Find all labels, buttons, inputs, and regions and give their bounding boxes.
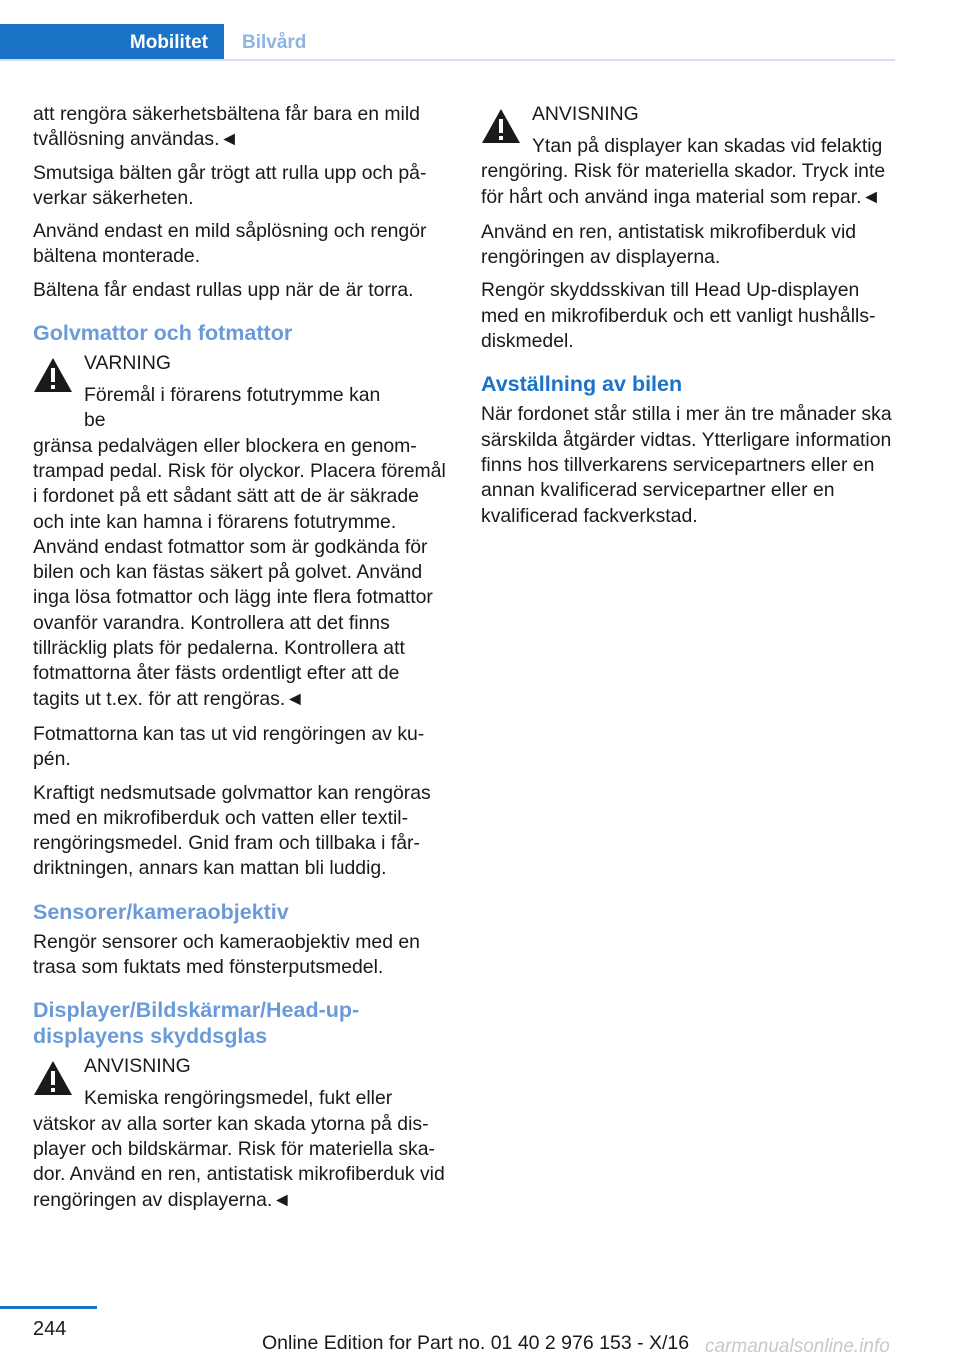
section-heading-avstallning: Avställning av bilen [481,372,683,397]
tab-bilvard[interactable]: Bilvård [242,31,307,53]
paragraph: Smutsiga bälten går trögt att rulla upp och påverkar säkerheten. [33,161,427,209]
paragraph: att rengöra säkerhetsbältena får bara en mild tvållösning användas.◄ [33,103,420,151]
paragraph: När fordonet står stilla i mer än tre månader ska särskilda åtgärder vidtas. Ytterligare information finns hos tillverkarens servicepartners eller en annan kvalificerad servicepartner eller en kvalificerad fackverkstad. [481,403,892,527]
paragraph: Kraftigt nedsmutsade golvmattor kan rengöras med en mikrofiberduk och vatten eller textilrengöringsmedel. Gnid fram och tillbaka i fårdriktningen, annars kan mattan bli luddig. [33,781,431,880]
header-bar [0,0,960,62]
notice-title: ANVISNING [532,103,639,125]
section-heading-displayer: Displayer/Bildskärmar/Head-up-displayens skyddsglas [33,998,360,1049]
watermark-text: carmanualsonline.info [705,1336,890,1357]
footer-accent-line [0,1306,97,1309]
section-heading-sensorer: Sensorer/kameraobjektiv [33,899,289,924]
notice-text-first: Ytan på displayer kan skadas vid felaktig [532,135,883,157]
header-divider [0,59,895,61]
page-number: 244 [33,1318,67,1340]
warning-triangle-icon [481,108,521,144]
warning-box [33,351,447,712]
tab-mobilitet[interactable]: Mobilitet [0,24,224,61]
warning-triangle-icon [33,1060,73,1096]
paragraph: Bältena får endast rullas upp när de är torra. [33,278,414,301]
section-heading-golvmattor: Golvmattor och fotmattor [33,321,293,346]
notice-title: ANVISNING [84,1055,191,1078]
right-column [481,102,895,537]
paragraph: Fotmattorna kan tas ut vid rengöringen av kupén. [33,722,425,771]
warning-triangle-icon [33,357,73,393]
notice-text: rengöring. Risk för materiella skador. Tryck inte för hårt och använd inga material som repar.◄ [481,160,886,208]
paragraph: Använd en ren, antistatisk mikrofiberduk vid rengöringen av displayerna. [481,220,857,269]
notice-box [481,102,895,210]
notice-box [33,1054,447,1212]
left-column [33,102,447,1223]
warning-text: gränsa pedalvägen eller blockera en genomtrampad pedal. Risk för olyckor. Placera föremål i fordonet på ett sådant sätt att de är säkrade och inte kan hamna i förarens fotutrymme. Använd endast fotmattor som är godkända för bilen och kan fästas säkert på golvet. Använd inga lösa fotmattor och lägg inte flera fotmattor ovanför varandra. Kontrollera att det finns tillräcklig plats för pedalerna. Kontrollera att fotmattorna åter fästs ordentligt efter att de tagits ut t.ex. för att rengöras.◄ [33,434,446,710]
paragraph: Rengör sensorer och kameraobjektiv med en trasa som fuktats med fönsterputsmedel. [33,930,420,979]
paragraph: Använd endast en mild såplösning och rengör bältena monterade. [33,220,427,268]
warning-text-first: Föremål i förarens fotutrymme kan be [84,384,381,432]
paragraph: Rengör skyddsskivan till Head Up-displayen med en mikrofiberduk och ett vanligt hushållsdiskmedel. [481,279,876,353]
warning-title: VARNING [84,352,171,375]
notice-text: vätskor av alla sorter kan skada ytorna på displayer och bildskärmar. Risk för materiella skador. Använd en ren, antistatisk mikrofiberduk vid rengöringen av displayerna.◄ [33,1112,445,1211]
edition-text: Online Edition for Part no. 01 40 2 976 153 - X/16 [262,1332,690,1354]
notice-text-first: Kemiska rengöringsmedel, fukt eller [84,1087,393,1110]
